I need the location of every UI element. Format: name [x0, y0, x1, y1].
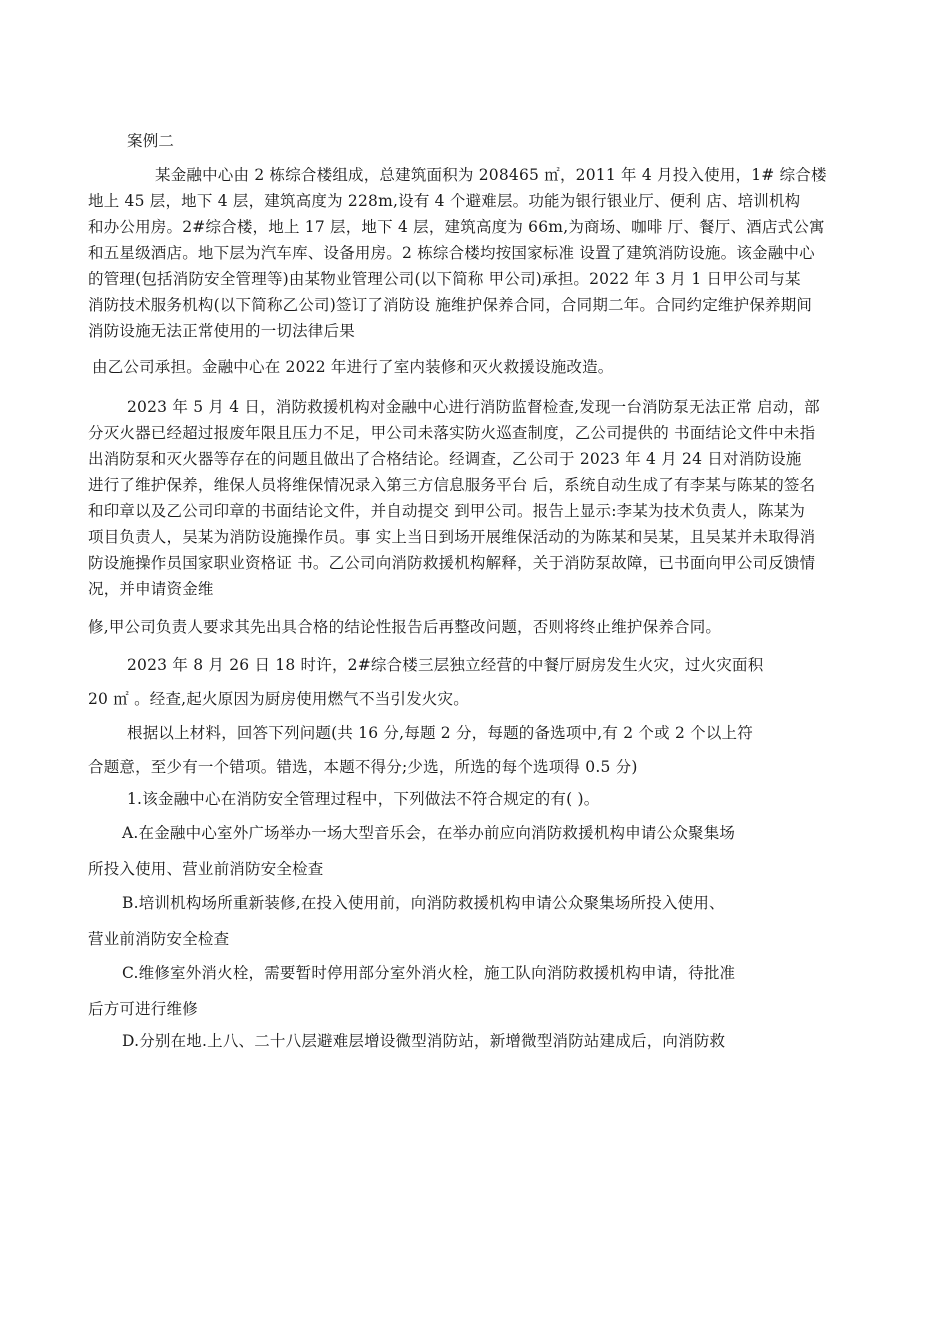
paragraph-1-line: 和办公用房。2#综合楼，地上 17 层，地下 4 层，建筑高度为 66m,为商场、咖啡 厅、餐厅、酒店式公寓 — [88, 218, 825, 236]
paragraph-1-line: 某金融中心由 2 栋综合楼组成，总建筑面积为 208465 ㎡，2011 年 4 月投入使用，1# 综合楼 — [155, 166, 827, 184]
paragraph-1-line: 地上 45 层，地下 4 层，建筑高度为 228m,设有 4 个避难层。功能为银行银业厅、便利 店、培训机构 — [88, 192, 801, 210]
paragraph-1-line: 消防技术服务机构(以下简称乙公司)签订了消防设 施维护保养合同，合同期二年。合同约定维护保养期间 — [88, 296, 813, 314]
question-option: C.维修室外消火栓，需要暂时停用部分室外消火栓，施工队向消防救援机构申请，待批准 — [122, 964, 736, 982]
paragraph-2-line: 况，并申请资金维 — [88, 580, 214, 598]
paragraph-2-line: 项目负责人，吴某为消防设施操作员。事 实上当日到场开展维保活动的为陈某和吴某，且吴某并未取得消 — [88, 528, 816, 546]
paragraph-3-line: 20 ㎡ 。经查,起火原因为厨房使用燃气不当引发火灾。 — [88, 690, 469, 708]
paragraph-1-line: 消防设施无法正常使用的一切法律后果 — [88, 322, 355, 340]
question-option: 所投入使用、营业前消防安全检查 — [88, 860, 324, 878]
paragraph-1-line: 由乙公司承担。金融中心在 2022 年进行了室内装修和灭火救援设施改造。 — [92, 358, 614, 376]
question-option: B.培训机构场所重新装修,在投入使用前，向消防救援机构申请公众聚集场所投入使用、 — [122, 894, 725, 912]
instructions-line: 合题意，至少有一个错项。错选，本题不得分;少选，所选的每个选项得 0.5 分) — [88, 758, 638, 776]
instructions-line: 根据以上材料，回答下列问题(共 16 分,每题 2 分，每题的备选项中,有 2 个或 2 个以上符 — [127, 724, 753, 742]
paragraph-1-line: 的管理(包括消防安全管理等)由某物业管理公司(以下简称 甲公司)承担。2022 年 3 月 1 日甲公司与某 — [88, 270, 801, 288]
paragraph-3-line: 2023 年 8 月 26 日 18 时许，2#综合楼三层独立经营的中餐厅厨房发生火灾，过火灾面积 — [127, 656, 764, 674]
question-option: A.在金融中心室外广场举办一场大型音乐会，在举办前应向消防救援机构申请公众聚集场 — [122, 824, 736, 842]
question-option: 后方可进行维修 — [88, 1000, 198, 1018]
question-stem: 1.该金融中心在消防安全管理过程中，下列做法不符合规定的有( )。 — [127, 790, 600, 808]
case-heading: 案例二 — [127, 132, 175, 150]
paragraph-2-line: 防设施操作员国家职业资格证 书。乙公司向消防救援机构解释，关于消防泵故障，已书面向甲公司反馈情 — [88, 554, 816, 572]
paragraph-1-line: 和五星级酒店。地下层为汽车库、设备用房。2 栋综合楼均按国家标准 设置了建筑消防设施。该金融中心 — [88, 244, 815, 262]
paragraph-2-line: 分灭火器已经超过报废年限且压力不足，甲公司未落实防火巡查制度，乙公司提供的 书面结论文件中未指 — [88, 424, 816, 442]
paragraph-2-line: 进行了维护保养，维保人员将维保情况录入第三方信息服务平台 后，系统自动生成了有李某与陈某的签名 — [88, 476, 816, 494]
question-option: D.分别在地.上八、二十八层避难层增设微型消防站，新增微型消防站建成后，向消防救 — [122, 1032, 726, 1050]
paragraph-2-line: 和印章以及乙公司印章的书面结论文件，并自动提交 到甲公司。报告上显示:李某为技术负责人，陈某为 — [88, 502, 806, 520]
paragraph-2-line: 出消防泵和灭火器等存在的问题且做出了合格结论。经调查，乙公司于 2023 年 4 月 24 日对消防设施 — [88, 450, 802, 468]
paragraph-2-line: 2023 年 5 月 4 日，消防救援机构对金融中心进行消防监督检查,发现一台消防泵无法正常 启动，部 — [127, 398, 820, 416]
question-option: 营业前消防安全检查 — [88, 930, 230, 948]
paragraph-2-line: 修,甲公司负责人要求其先出具合格的结论性报告后再整改问题，否则将终止维护保养合同。 — [88, 618, 722, 636]
